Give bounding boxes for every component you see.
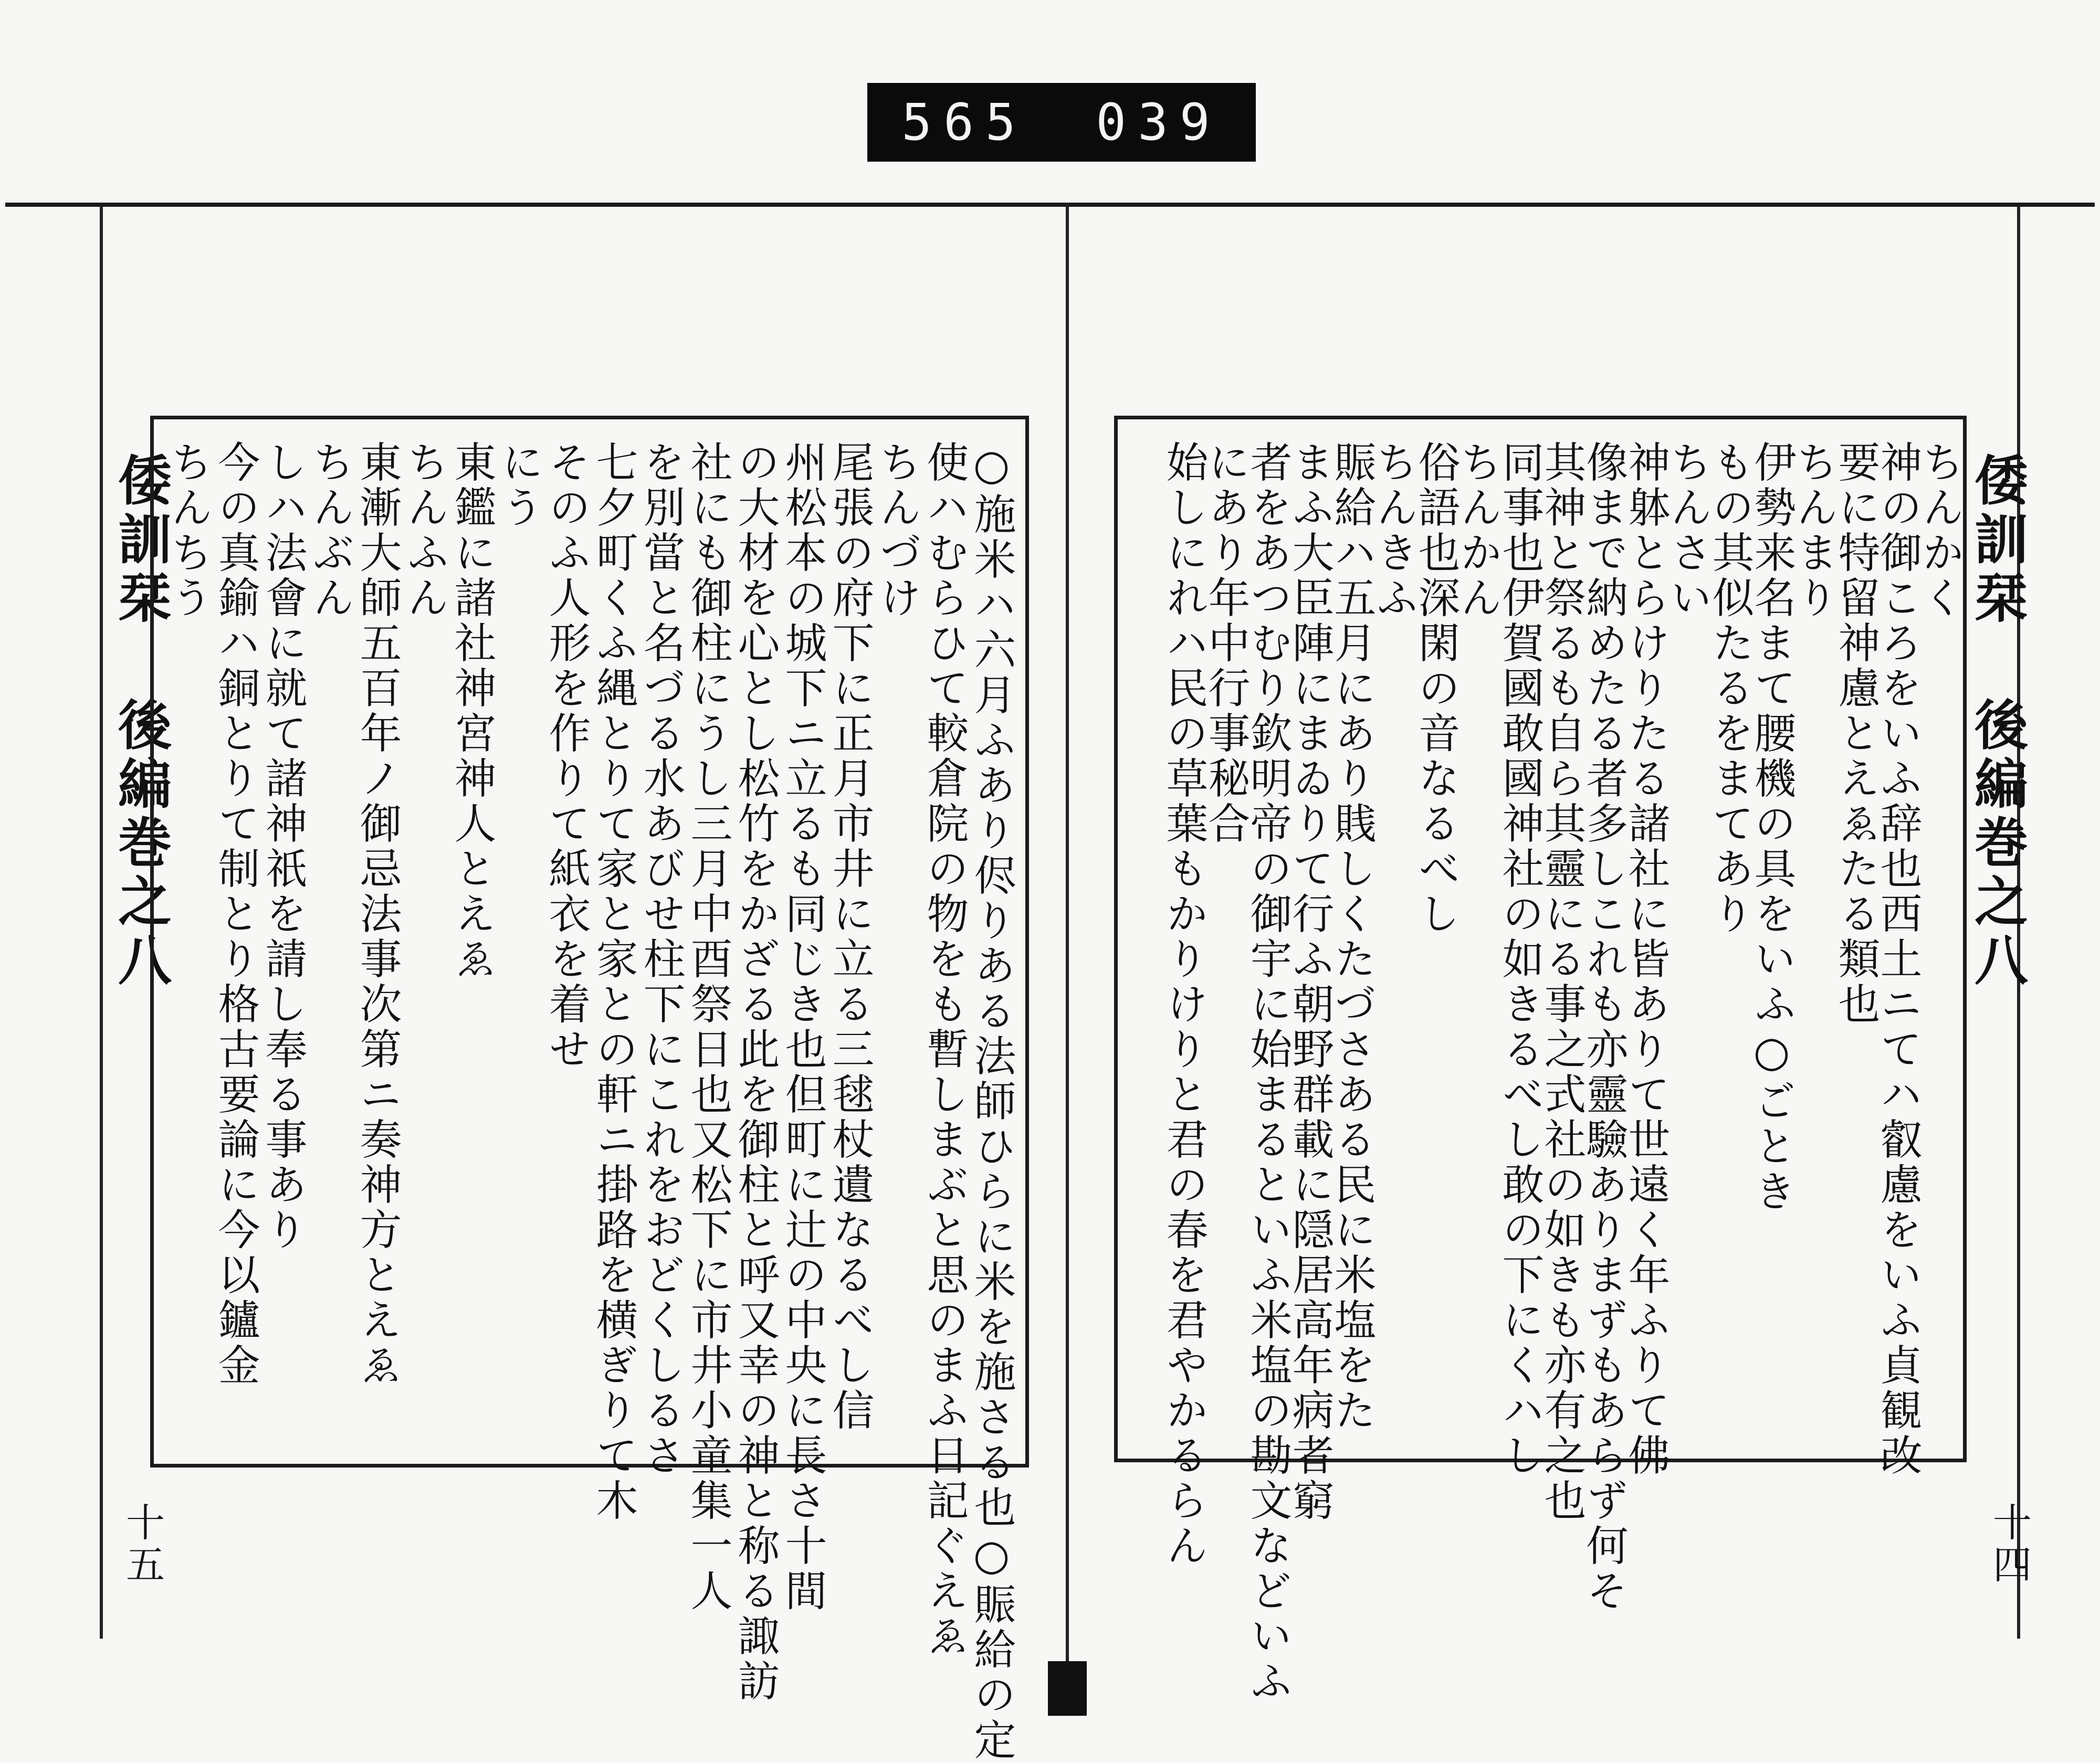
left-column-9: そのふ人形を作りて紙衣を着せ [542,440,591,1072]
left-column-12: 社にも御柱にうし三月中酉祭日也又松下に市井小童集一人 [684,440,732,1614]
right-column-3: 要に特留神慮とえゑたる類也 [1831,440,1880,1027]
right-column-6: もの其似たるをまてあり [1705,440,1754,937]
right-column-14: ちんきふ [1369,440,1418,621]
left-column-6: ちんふん [400,440,449,621]
right-column-4: ちんまり [1789,440,1838,621]
left-column-10: 七夕町くふ縄とりて家と家との軒ニ掛路を横ぎりて木 [589,440,638,1524]
center-gutter [1066,203,1069,1704]
left-page-number: 十五 [120,1502,165,1586]
left-column-8: にう [495,440,543,531]
microfilm-label [867,83,1256,162]
right-column-12: ちんかん [1453,440,1502,621]
left-page [100,206,1064,1763]
left-column-5: 東漸大師五百年ノ御忌法事次第ニ奏神方とえゑ [353,440,402,1388]
left-column-14: 州松本の城下ニ立るも同じき也但町に辻の中央に長さ十間 [778,440,827,1614]
left-column-3: しハ法會に就て諸神祇を請し奉る事あり [258,440,307,1253]
right-column-16: まふ大臣陣にまゐりて行ふ朝野群載に隠居高年病者窮 [1285,440,1334,1524]
right-column-13: 俗語也深閑の音なるべし [1411,440,1460,937]
left-column-11: を別當と名づる水あびせ柱下にこれをおどくしるさ [636,440,685,1479]
right-column-7: ちんさい [1663,440,1712,621]
right-column-10: 其神と祭るも自ら其靈にる事之式社の如きも亦有之也 [1537,440,1586,1524]
left-column-17: 使ハむらひて較倉院の物をも暫しまぶと思のまふ日記ぐえゑ [920,440,969,1659]
left-page-title: 倭訓栞 後編巻之八 [109,452,172,991]
left-column-15: 尾張の府下に正月市井に立る三毬杖遺なるべし信 [825,440,874,1433]
right-column-8: 神躰とらけりたる諸社に皆ありて世遠く年ふりて佛 [1621,440,1670,1479]
right-column-11: 同事也伊賀國敢國神社の如きるべし敢の下にくハし [1495,440,1544,1479]
left-column-7: 東鑑に諸社神宮神人とえゑ [447,440,496,982]
right-column-5: 伊勢来名まて腰機の具をいふ○ごとき [1747,440,1796,1215]
left-column-1: ちんちう [164,440,213,621]
gutter-block [1048,1661,1087,1716]
label-right-number: 039 [1096,93,1222,152]
label-left-number: 565 [901,93,1027,152]
right-page [1072,206,2032,1704]
left-column-2: 今の真鍮ハ銅とりて制とり格古要論に今以鑪金 [211,440,260,1388]
right-column-2: 神の御ころをいふ辞也西土ニてハ叡慮をいふ貞観改 [1873,440,1922,1479]
right-column-15: 賑給ハ五月にあり賎しくたづさある民に米塩をた [1327,440,1376,1433]
left-column-4: ちんぶん [306,440,354,621]
right-column-19: 始しにれハ民の草葉もかりけりと君の春を君やかるらん [1159,440,1208,1569]
right-page-number: 十四 [1987,1502,2032,1586]
left-column-13: の大材を心とし松竹をかざる此を御柱と呼又幸の神と称る諏訪 [731,440,780,1704]
left-column-16: ちんづけ [873,440,921,621]
left-text-frame [150,416,1029,1763]
right-text-frame [1114,416,1967,1704]
right-column-9: 像まで納めたる者多しこれも亦靈驗ありまずもあらず何そ [1579,440,1628,1614]
right-column-18: にあり年中行事秘合 [1201,440,1250,847]
right-page-title: 倭訓栞 後編巻之八 [1966,452,2029,991]
right-column-17: 者をあつむり欽明帝の御宇に始まるといふ米塩の勘文などいふ [1243,440,1292,1704]
right-column-1: ちんかく [1915,440,1964,621]
left-column-18: ○施米ハ六月ふあり侭りある法師ひらに米を施さる也○賑給の定 [967,440,1016,1763]
